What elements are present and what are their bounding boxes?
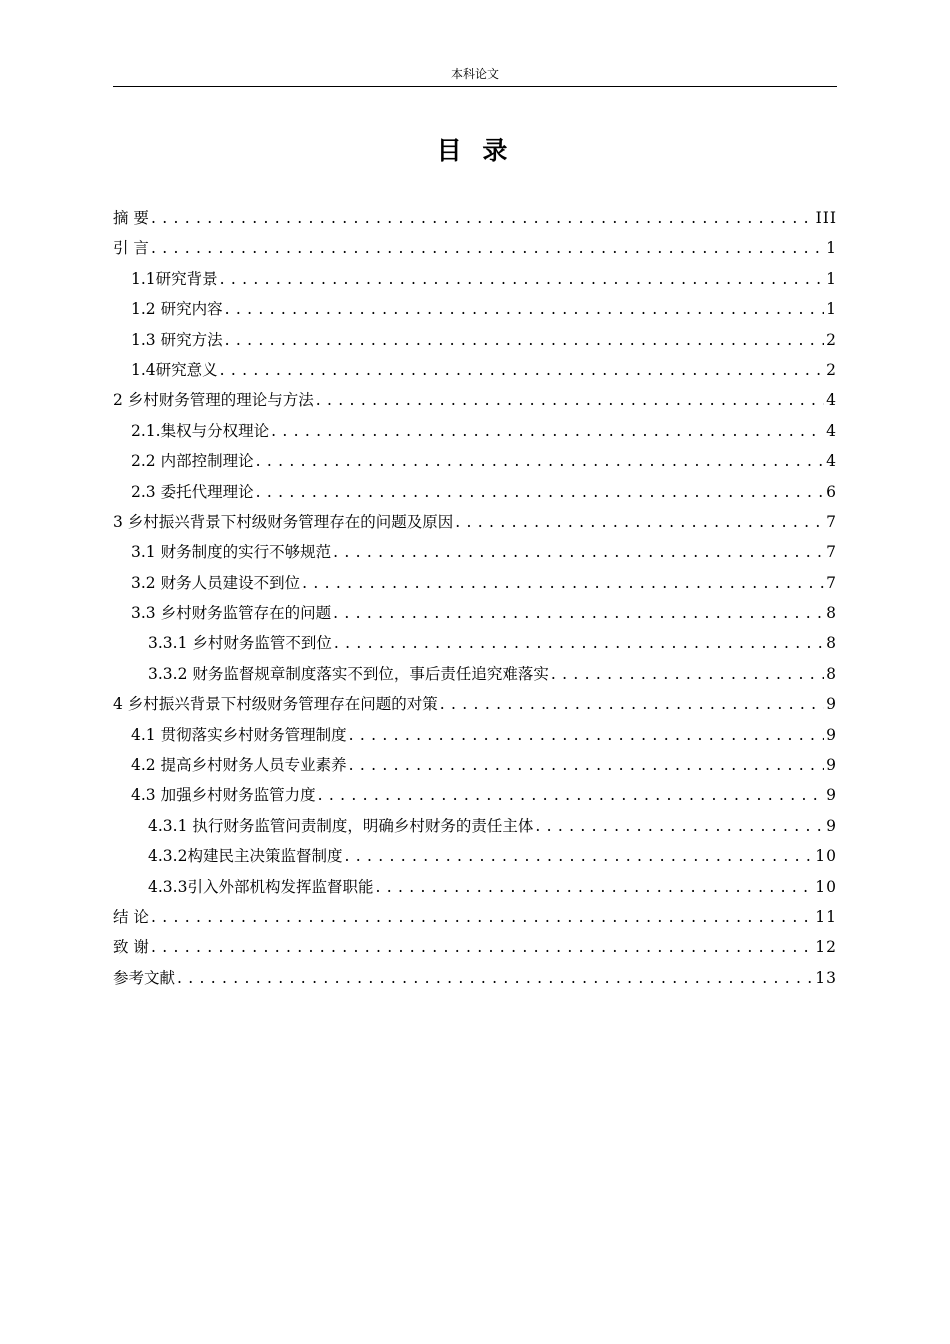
toc-entry-page: 9 <box>826 786 837 805</box>
toc-entry-label: 3.1 财务制度的实行不够规范 <box>131 543 332 562</box>
toc-entry[interactable] <box>113 446 837 476</box>
toc-entry-label: 4.2 提高乡村财务人员专业素养 <box>131 756 347 775</box>
toc-entry-page: 9 <box>826 756 837 775</box>
toc-entry[interactable] <box>113 628 837 658</box>
toc-entry-label: 2.1.集权与分权理论 <box>131 421 270 440</box>
toc-entry[interactable] <box>113 720 837 750</box>
toc-entry-label: 3.3 乡村财务监管存在的问题 <box>131 604 332 623</box>
toc-entry-label: 2.3 委托代理理论 <box>131 482 254 501</box>
toc-leader-dots <box>256 446 825 476</box>
toc-entry-label: 1.3 研究方法 <box>131 330 223 349</box>
toc-entry-label: 2 乡村财务管理的理论与方法 <box>113 391 314 410</box>
toc-leader-dots <box>333 537 824 567</box>
toc-entry-page: 7 <box>826 543 837 562</box>
toc-entry[interactable] <box>113 325 837 355</box>
toc-leader-dots <box>220 264 824 294</box>
toc-leader-dots <box>349 720 825 750</box>
toc-leader-dots <box>271 416 824 446</box>
toc-entry-label: 3.2 财务人员建设不到位 <box>131 573 301 592</box>
toc-entry[interactable] <box>113 932 837 962</box>
toc-entry-page: 9 <box>826 816 837 835</box>
toc-leader-dots <box>375 872 813 902</box>
toc-entry-label: 1.2 研究内容 <box>131 300 223 319</box>
toc-entry-label: 4.1 贯彻落实乡村财务管理制度 <box>131 725 347 744</box>
toc-entry-label: 3 乡村振兴背景下村级财务管理存在的问题及原因 <box>113 512 454 531</box>
toc-entry-page: 11 <box>815 907 837 926</box>
toc-entry-page: 4 <box>826 391 837 410</box>
toc-leader-dots <box>225 325 825 355</box>
toc-entry-label: 致 谢 <box>113 938 149 957</box>
toc-entry[interactable] <box>113 811 837 841</box>
toc-entry-page: 8 <box>826 664 837 683</box>
toc-entry-label: 引 言 <box>113 239 149 258</box>
toc-leader-dots <box>316 385 824 415</box>
toc-leader-dots <box>318 780 825 810</box>
toc-leader-dots <box>440 689 824 719</box>
toc-entry-label: 2.2 内部控制理论 <box>131 452 254 471</box>
header-text: 本科论文 <box>450 67 499 81</box>
toc-entry-label: 4.3 加强乡村财务监管力度 <box>131 786 316 805</box>
toc-entry-page: 8 <box>826 634 837 653</box>
toc-leader-dots <box>349 750 825 780</box>
toc-entry-label: 1.1研究背景 <box>131 269 218 288</box>
toc-entry-page: 2 <box>826 360 837 379</box>
toc-leader-dots <box>334 628 824 658</box>
toc-entry-page: 1 <box>826 239 837 258</box>
toc-entry-page: 7 <box>826 512 837 531</box>
toc-entry[interactable] <box>113 264 837 294</box>
toc-entry[interactable] <box>113 568 837 598</box>
toc-entry[interactable] <box>113 355 837 385</box>
toc-leader-dots <box>535 811 824 841</box>
toc-entry[interactable] <box>113 780 837 810</box>
toc-entry-label: 3.3.1 乡村财务监管不到位 <box>148 634 332 653</box>
toc-leader-dots <box>151 233 824 263</box>
toc-entry-label: 4.3.3引入外部机构发挥监督职能 <box>148 877 374 896</box>
toc-leader-dots <box>256 477 825 507</box>
toc-entry-page: 12 <box>815 938 837 957</box>
toc-entry[interactable] <box>113 477 837 507</box>
toc-entry[interactable] <box>113 294 837 324</box>
toc-entry[interactable] <box>113 416 837 446</box>
toc-entry[interactable] <box>113 233 837 263</box>
toc-leader-dots <box>455 507 824 537</box>
toc-entry[interactable] <box>113 750 837 780</box>
toc-entry-label: 4.3.2构建民主决策监督制度 <box>148 847 343 866</box>
toc-leader-dots <box>177 963 813 993</box>
toc-entry-page: 2 <box>826 330 837 349</box>
toc-entry-label: 参考文献 <box>113 968 176 987</box>
toc-entry[interactable] <box>113 841 837 871</box>
toc-entry[interactable] <box>113 902 837 932</box>
toc-entry[interactable] <box>113 872 837 902</box>
toc-leader-dots <box>151 203 814 233</box>
toc-entry-page: 4 <box>826 452 837 471</box>
toc-leader-dots <box>151 932 813 962</box>
toc-entry-label: 1.4研究意义 <box>131 360 218 379</box>
toc-entry-label: 摘 要 <box>113 209 149 227</box>
toc-entry-page: 9 <box>826 695 837 714</box>
toc-entry-page: 13 <box>815 968 837 987</box>
toc-entry[interactable] <box>113 507 837 537</box>
table-of-contents <box>113 203 837 993</box>
toc-entry-page: 9 <box>826 725 837 744</box>
page-title: 目 录 <box>436 136 514 165</box>
running-header <box>113 64 837 87</box>
toc-leader-dots <box>220 355 824 385</box>
toc-leader-dots <box>551 659 824 689</box>
toc-entry-page: 10 <box>815 877 837 896</box>
toc-entry-label: 3.3.2 财务监督规章制度落实不到位，事后责任追究难落实 <box>148 664 549 683</box>
toc-entry-page: 7 <box>826 573 837 592</box>
toc-entry-page: 1 <box>826 300 837 319</box>
toc-entry-label: 结 论 <box>113 907 149 926</box>
toc-entry[interactable] <box>113 598 837 628</box>
toc-entry-page: 1 <box>826 269 837 288</box>
toc-entry[interactable] <box>113 689 837 719</box>
toc-entry-label: 4 乡村振兴背景下村级财务管理存在问题的对策 <box>113 695 438 714</box>
toc-entry-page: III <box>815 209 837 227</box>
toc-leader-dots <box>302 568 824 598</box>
toc-leader-dots <box>225 294 825 324</box>
toc-entry[interactable] <box>113 963 837 993</box>
toc-entry[interactable] <box>113 203 837 233</box>
toc-entry[interactable] <box>113 659 837 689</box>
toc-entry-page: 10 <box>815 847 837 866</box>
toc-entry[interactable] <box>113 385 837 415</box>
toc-entry-page: 8 <box>826 604 837 623</box>
toc-leader-dots <box>333 598 824 628</box>
toc-leader-dots <box>344 841 813 871</box>
toc-entry-page: 6 <box>826 482 837 501</box>
toc-entry-label: 4.3.1 执行财务监管问责制度，明确乡村财务的责任主体 <box>148 816 534 835</box>
toc-leader-dots <box>151 902 813 932</box>
toc-entry[interactable] <box>113 537 837 567</box>
toc-entry-page: 4 <box>826 421 837 440</box>
